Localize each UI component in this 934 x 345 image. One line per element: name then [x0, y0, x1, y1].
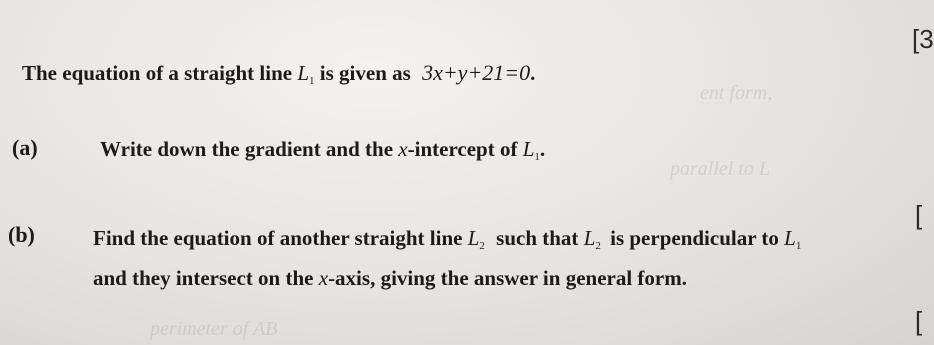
line-l1-symbol-a: $L_1$	[522, 137, 540, 163]
show-through-text-2: parallel to L	[670, 158, 771, 180]
part-a-label: (a)	[12, 135, 38, 160]
line-l2-symbol-b: $L_2$	[583, 226, 601, 252]
show-through-text-1: ent form,	[700, 82, 773, 104]
marks-bracket-intro: [3	[912, 24, 934, 54]
intro-text-2: is given as	[319, 61, 411, 85]
variable-x-b: x	[318, 266, 329, 290]
part-b-question-line-2: and they intersect on the x-axis, giving the answer in general form.	[93, 266, 687, 290]
line-l1-symbol-b: $L_1$	[784, 226, 802, 252]
part-b-label: (b)	[8, 222, 35, 247]
line-l2-symbol: $L_2$	[467, 226, 485, 252]
question-intro	[22, 60, 535, 87]
equation-period: .	[530, 61, 536, 85]
line-equation: 3x+y+21=0	[422, 60, 531, 85]
marks-bracket-final: [	[915, 306, 923, 336]
variable-x: x	[398, 137, 408, 161]
intro-text: The equation of a straight line	[22, 61, 293, 85]
part-a-question: Write down the gradient and the x-intercept of $L_1$.	[100, 137, 546, 163]
marks-bracket-b: [	[915, 200, 923, 230]
part-b-question-line-1: Find the equation of another straight line $L_2$ such that $L_2$ is perpendicular to $L_1$	[93, 226, 802, 252]
line-l1-symbol: $L_1$	[297, 61, 315, 87]
show-through-text-3: perimeter of AB	[150, 318, 278, 340]
